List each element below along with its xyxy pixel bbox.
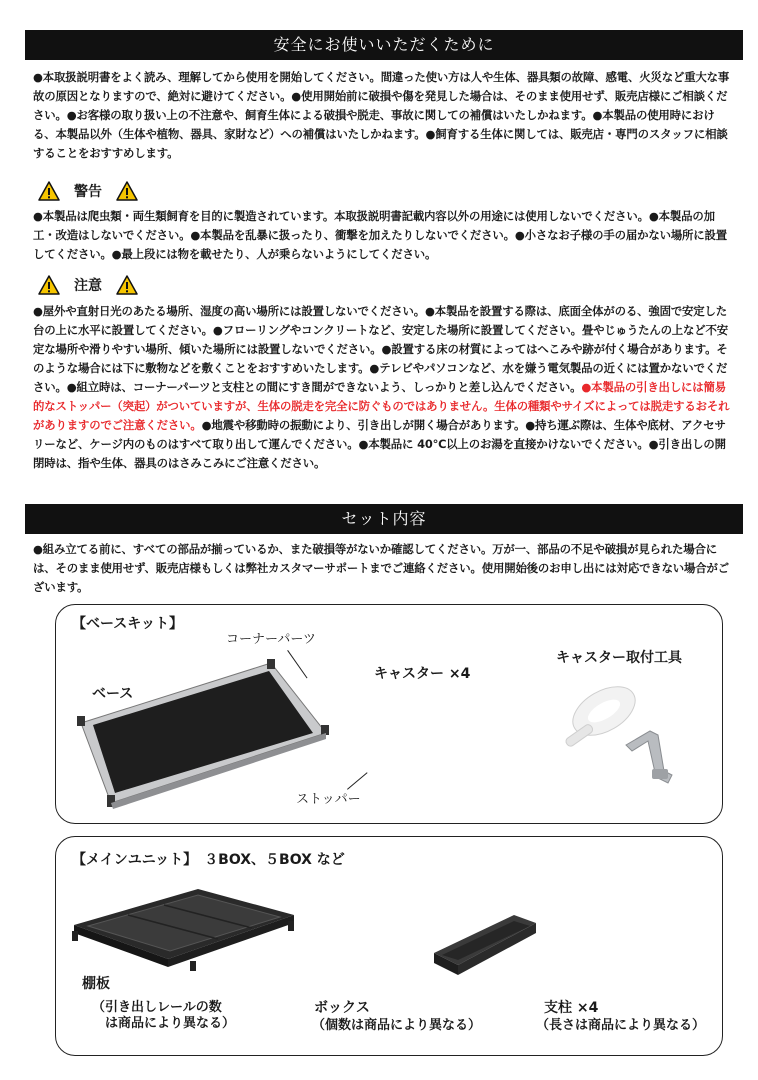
- box-label: ボックス: [314, 1000, 370, 1016]
- base-tray-image: [71, 653, 331, 813]
- stopper-label: ストッパー: [296, 792, 361, 807]
- warning-title: 警告: [74, 184, 102, 200]
- safety-intro-text: ●本取扱説明書をよく読み、理解してから使用を開始してください。間違った使い方は人や生体、器具類の故障、感電、火災など重大な事故の原因となりますので、絶対に避けてください。●使用開始前に破損や傷を発見した場合は、そのまま使用せず、販売店様にご相談ください。●お客様の取り扱い上の不注意や、飼育生体による破損や脱走、事故に関しての補償はいたしかねます。●本製品の使用時における、本製品以外（生体や植物、器具、家財など）への補償はいたしかねます。●飼育する生体に関しては、販売店・専門のスタッフに相談することをおすすめします。: [33, 70, 730, 160]
- set-section-header: [25, 504, 743, 534]
- caution-triangle-icon: [116, 275, 138, 295]
- base-kit-heading: 【ベースキット】: [72, 616, 184, 632]
- shelf-image: [68, 885, 298, 975]
- shelf-note-1: （引き出しレールの数: [92, 1000, 222, 1015]
- main-unit-panel: [55, 836, 723, 1056]
- base-label: ベース: [92, 686, 134, 702]
- main-unit-heading: 【メインユニット】 ３BOX、５BOX など: [72, 852, 345, 868]
- set-intro-text: ●組み立てる前に、すべての部品が揃っているか、また破損等がないか確認してください。万が一、部品の不足や破損が見られた場合には、そのまま使用せず、販売店様もしくは弊社カスタマーサポートまでご連絡ください。使用開始後のお申し出には対応できない場合がございます。: [33, 542, 730, 594]
- warning-text: ●本製品は爬虫類・両生類飼育を目的に製造されています。本取扱説明書記載内容以外の用途には使用しないでください。●本製品の加工・改造はしないでください。●本製品を乱暴に扱ったり、衝撃を加えたりしないでください。●小さなお子様の手の届かない場所に設置してください。●最上段には物を載せたり、人が乗らないようにしてください。: [33, 209, 728, 261]
- safety-title: 安全にお使いいただくために: [273, 35, 495, 54]
- caution-text-part-2: ●地震や移動時の振動により、引き出しが開く場合があります。●持ち運ぶ際は、生体や底材、アクセサリーなど、ケージ内のものはすべて取り出して運んでください。●本製品に 40℃以上のお湯を直接かけないでください。●引き出しの開閉時は、指や生体、器具のはさみこみにご注意ください。: [33, 418, 726, 470]
- stopper-leader-line: [347, 772, 368, 789]
- caution-title: 注意: [74, 278, 102, 294]
- caution-triangle-icon: [38, 275, 60, 295]
- set-title: セット内容: [341, 509, 427, 528]
- pillar-label: 支柱 ×4: [544, 1000, 599, 1016]
- base-kit-panel: [55, 604, 723, 824]
- safety-section-header: [25, 30, 743, 60]
- caution-heading: [38, 274, 138, 296]
- caution-red-warning: ●本製品の引き出しには簡易的なストッパー（突起）がついていますが、生体の脱走を完全に防ぐものではありません。生体の種類やサイズによっては脱走するおそれがありますのでご注意ください。: [33, 380, 730, 432]
- warning-triangle-icon: [116, 181, 138, 201]
- caster-tool-label: キャスター取付工具: [556, 650, 682, 666]
- warning-heading: [38, 180, 138, 202]
- pillar-note: （長さは商品により異なる）: [536, 1018, 706, 1033]
- shelf-label: 棚板: [82, 976, 110, 992]
- warning-triangle-icon: [38, 181, 60, 201]
- box-image: [430, 913, 540, 983]
- caution-text: [33, 302, 733, 473]
- caution-text-part-1: ●屋外や直射日光のあたる場所、湿度の高い場所には設置しないでください。●本製品を設置する際は、底面全体がのる、強固で安定した台の上に水平に設置してください。●フローリングやコンクリートなど、安定した場所に設置してください。畳やじゅうたんの上など不安定な場所や滑りやすい場所、傾いた場所には設置しないでください。●設置する床の材質によってはへこみや跡が付く場合があります。そのような場合には下に敷物などを敷くことをおすすめいたします。●テレビやパソコンなど、水を嫌う電気製品の近くには置かないでください。●組立時は、コーナーパーツと支柱との間にすき間ができないよう、しっかりと差し込んでください。: [33, 304, 729, 394]
- caster-tool-image: [556, 671, 686, 811]
- box-note: （個数は商品により異なる）: [312, 1018, 482, 1033]
- shelf-note-2: は商品により異なる）: [92, 1016, 236, 1031]
- corner-parts-label: コーナーパーツ: [226, 632, 316, 647]
- caster-label: キャスター ×4: [374, 666, 471, 682]
